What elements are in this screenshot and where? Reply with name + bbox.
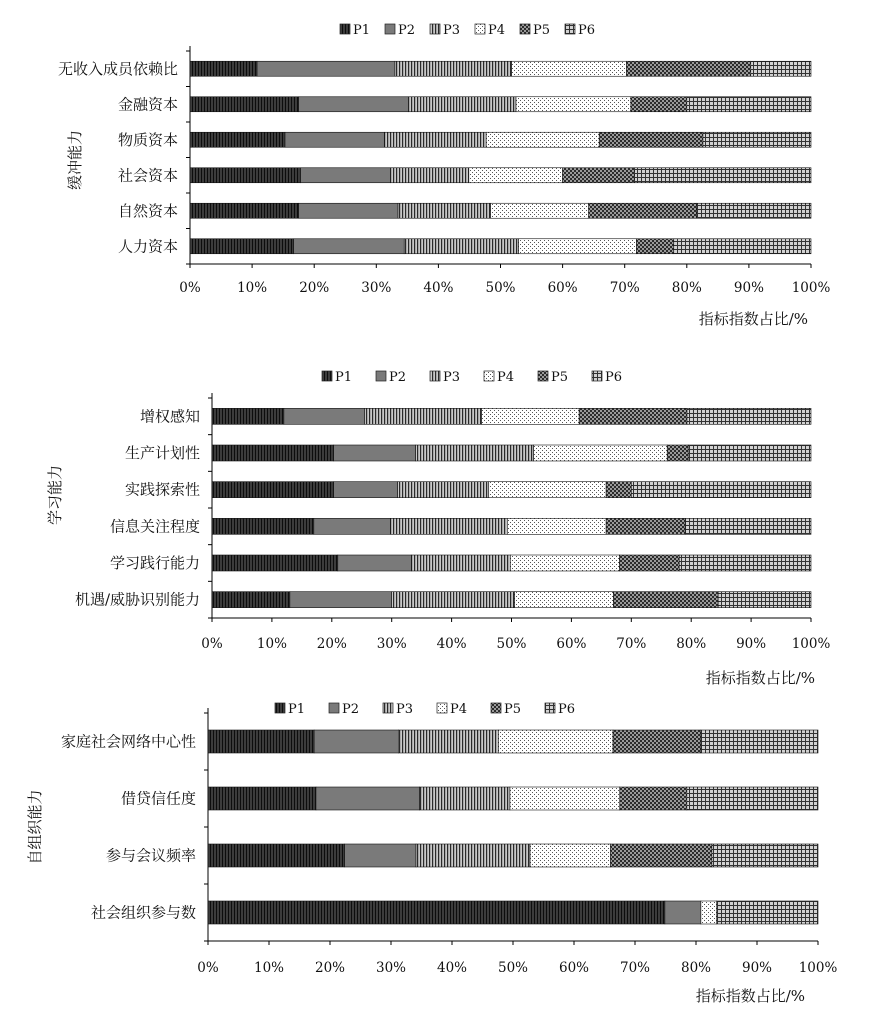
bar-segment-p1 xyxy=(208,730,314,753)
legend-label-p3: P3 xyxy=(443,370,461,385)
bar-segment-p3 xyxy=(409,97,516,112)
bar-segment-p6 xyxy=(717,901,818,924)
bar-segment-p5 xyxy=(613,730,701,753)
legend-swatch-p4 xyxy=(437,703,447,713)
bar-segment-p1 xyxy=(190,61,257,76)
x-tick-label: 40% xyxy=(436,960,468,976)
x-tick-label: 80% xyxy=(680,960,712,976)
bar-segment-p3 xyxy=(398,482,489,498)
legend-swatch-p3 xyxy=(430,24,440,34)
bar-segment-p5 xyxy=(667,445,688,461)
bar-segment-p5 xyxy=(620,787,687,810)
bar-segment-p3 xyxy=(411,555,510,571)
x-tick-label: 50% xyxy=(497,960,529,976)
x-tick-label: 100% xyxy=(798,960,838,976)
bar-segment-p4 xyxy=(514,592,613,608)
legend-swatch-p5 xyxy=(538,371,548,381)
legend-swatch-p5 xyxy=(520,24,530,34)
legend-label-p1: P1 xyxy=(288,702,306,717)
bar-segment-p5 xyxy=(613,592,718,608)
bar-segment-p5 xyxy=(606,482,631,498)
bar-segment-p6 xyxy=(688,445,811,461)
legend-label-p5: P5 xyxy=(533,23,551,38)
bar-segment-p5 xyxy=(627,61,751,76)
legend-label-p2: P2 xyxy=(342,702,360,717)
bar-segment-p1 xyxy=(212,482,334,498)
legend-swatch-p6 xyxy=(565,24,575,34)
x-tick-label: 0% xyxy=(201,636,223,652)
bar-segment-p5 xyxy=(563,168,635,183)
category-label: 家庭社会网络中心性 xyxy=(60,732,196,751)
bar-segment-p3 xyxy=(420,787,510,810)
legend-label-p3: P3 xyxy=(443,23,461,38)
bar-segment-p6 xyxy=(674,239,811,254)
legend-label-p6: P6 xyxy=(558,702,576,717)
bar-segment-p4 xyxy=(486,132,599,147)
bar-segment-p3 xyxy=(416,844,530,867)
bar-segment-p3 xyxy=(392,592,515,608)
bar-segment-p1 xyxy=(190,203,299,218)
legend-label-p4: P4 xyxy=(497,370,515,385)
legend-label-p6: P6 xyxy=(605,370,623,385)
legend-swatch-p1 xyxy=(340,24,350,34)
category-label: 生产计划性 xyxy=(124,444,200,462)
bar-segment-p1 xyxy=(190,168,301,183)
x-tick-label: 90% xyxy=(733,280,764,296)
x-tick-label: 70% xyxy=(609,280,640,296)
legend xyxy=(340,23,595,38)
bar-segment-p4 xyxy=(510,787,620,810)
bar-segment-p6 xyxy=(751,61,811,76)
bar-segment-p6 xyxy=(631,482,811,498)
x-tick-label: 20% xyxy=(314,960,346,976)
bar-segment-p3 xyxy=(391,168,469,183)
bar-segment-p5 xyxy=(636,239,673,254)
bar-segment-p4 xyxy=(510,555,619,571)
legend-label-p3: P3 xyxy=(396,702,414,717)
bar-segment-p6 xyxy=(635,168,811,183)
bar-segment-p2 xyxy=(257,61,395,76)
category-label: 社会资本 xyxy=(117,166,178,185)
bar-segment-p6 xyxy=(701,730,818,753)
bar-segment-p3 xyxy=(416,445,534,461)
chart-3 xyxy=(26,702,837,1005)
bar-segment-p4 xyxy=(482,408,580,424)
bar-segment-p4 xyxy=(491,203,589,218)
bar-segment-p6 xyxy=(687,787,818,810)
bar-segment-p1 xyxy=(190,132,285,147)
y-axis-title: 学习能力 xyxy=(46,464,64,526)
chart-2 xyxy=(46,370,830,687)
bar-segment-p2 xyxy=(294,239,405,254)
category-label: 借贷信任度 xyxy=(120,789,196,808)
bar-segment-p6 xyxy=(718,592,811,608)
y-axis-title: 自组织能力 xyxy=(26,789,44,865)
bar-segment-p4 xyxy=(530,844,611,867)
category-label: 物质资本 xyxy=(117,130,178,149)
bar-segment-p2 xyxy=(299,203,398,218)
x-tick-label: 90% xyxy=(741,960,773,976)
legend-swatch-p2 xyxy=(376,371,386,381)
bar-segment-p3 xyxy=(398,203,491,218)
category-label: 自然资本 xyxy=(117,201,178,220)
legend-swatch-p1 xyxy=(322,371,332,381)
bar-segment-p4 xyxy=(512,61,627,76)
bar-segment-p5 xyxy=(589,203,697,218)
bar-segment-p2 xyxy=(285,132,384,147)
bar-segment-p1 xyxy=(212,518,314,534)
x-axis-title: 指标指数占比/% xyxy=(698,310,808,328)
bar-segment-p2 xyxy=(316,787,420,810)
legend-label-p5: P5 xyxy=(504,702,522,717)
x-tick-label: 60% xyxy=(556,636,587,652)
x-tick-label: 0% xyxy=(179,280,201,296)
legend-swatch-p3 xyxy=(430,371,440,381)
bar-segment-p2 xyxy=(314,730,398,753)
x-tick-label: 10% xyxy=(253,960,285,976)
bar-segment-p1 xyxy=(212,408,284,424)
legend-swatch-p1 xyxy=(275,703,285,713)
x-tick-label: 80% xyxy=(671,280,702,296)
bar-segment-p2 xyxy=(299,97,409,112)
bar-segment-p4 xyxy=(489,482,606,498)
bar-segment-p1 xyxy=(208,844,345,867)
legend-label-p2: P2 xyxy=(398,23,416,38)
legend-swatch-p2 xyxy=(329,703,339,713)
bar-segment-p4 xyxy=(701,901,717,924)
bar-segment-p4 xyxy=(534,445,668,461)
bar-segment-p6 xyxy=(697,203,811,218)
legend xyxy=(275,702,575,717)
bar-segment-p5 xyxy=(599,132,703,147)
bar-segment-p2 xyxy=(665,901,701,924)
bar-segment-p4 xyxy=(516,97,631,112)
legend-swatch-p2 xyxy=(385,24,395,34)
legend-swatch-p4 xyxy=(484,371,494,381)
bar-segment-p1 xyxy=(212,592,290,608)
x-tick-label: 20% xyxy=(316,636,347,652)
bar-segment-p2 xyxy=(345,844,416,867)
x-tick-label: 80% xyxy=(676,636,707,652)
chart-1 xyxy=(58,23,830,328)
x-tick-label: 50% xyxy=(485,280,516,296)
x-tick-label: 20% xyxy=(299,280,330,296)
x-tick-label: 90% xyxy=(736,636,767,652)
category-label: 增权感知 xyxy=(139,407,200,426)
bar-segment-p2 xyxy=(290,592,392,608)
bar-segment-p3 xyxy=(391,518,508,534)
x-tick-label: 40% xyxy=(436,636,467,652)
bar-segment-p3 xyxy=(365,408,482,424)
legend-label-p1: P1 xyxy=(353,23,371,38)
bar-segment-p3 xyxy=(398,730,498,753)
x-tick-label: 30% xyxy=(375,960,407,976)
x-tick-label: 10% xyxy=(237,280,268,296)
bar-segment-p5 xyxy=(619,555,679,571)
bar-segment-p5 xyxy=(611,844,712,867)
category-label: 无收入成员依赖比 xyxy=(57,59,178,78)
x-tick-label: 60% xyxy=(547,280,578,296)
bar-segment-p1 xyxy=(190,239,294,254)
x-tick-label: 30% xyxy=(376,636,407,652)
bar-segment-p3 xyxy=(395,61,512,76)
bar-segment-p2 xyxy=(314,518,391,534)
x-tick-label: 0% xyxy=(197,960,219,976)
bar-segment-p5 xyxy=(606,518,685,534)
legend-label-p2: P2 xyxy=(389,370,407,385)
bar-segment-p4 xyxy=(519,239,637,254)
category-label: 信息关注程度 xyxy=(109,517,200,536)
bar-segment-p2 xyxy=(334,482,398,498)
x-tick-label: 100% xyxy=(791,280,831,296)
category-label: 实践探索性 xyxy=(124,480,200,499)
bar-segment-p6 xyxy=(703,132,811,147)
bar-segment-p3 xyxy=(404,239,518,254)
legend-swatch-p4 xyxy=(475,24,485,34)
bar-segment-p6 xyxy=(712,844,818,867)
legend-label-p4: P4 xyxy=(488,23,506,38)
x-tick-label: 70% xyxy=(619,960,651,976)
legend-label-p5: P5 xyxy=(551,370,569,385)
bar-segment-p4 xyxy=(469,168,563,183)
x-axis-title: 指标指数占比/% xyxy=(695,987,805,1005)
legend xyxy=(322,370,622,385)
legend-label-p1: P1 xyxy=(335,370,353,385)
bar-segment-p6 xyxy=(679,555,811,571)
legend-swatch-p5 xyxy=(491,703,501,713)
legend-swatch-p3 xyxy=(383,703,393,713)
bar-segment-p6 xyxy=(687,408,811,424)
category-label: 金融资本 xyxy=(117,95,178,114)
legend-label-p4: P4 xyxy=(450,702,468,717)
category-label: 人力资本 xyxy=(117,237,178,256)
bar-segment-p4 xyxy=(498,730,613,753)
bar-segment-p3 xyxy=(384,132,486,147)
bar-segment-p2 xyxy=(301,168,391,183)
x-tick-label: 40% xyxy=(423,280,454,296)
y-axis-title: 缓冲能力 xyxy=(66,129,84,191)
category-label: 学习践行能力 xyxy=(109,554,200,572)
category-label: 社会组织参与数 xyxy=(90,903,196,922)
category-label: 机遇/威胁识别能力 xyxy=(74,590,200,609)
x-tick-label: 100% xyxy=(791,636,831,652)
bar-segment-p5 xyxy=(631,97,687,112)
category-label: 参与会议频率 xyxy=(105,846,196,865)
bar-segment-p2 xyxy=(338,555,412,571)
x-tick-label: 50% xyxy=(496,636,527,652)
x-tick-label: 10% xyxy=(256,636,287,652)
bar-segment-p4 xyxy=(507,518,606,534)
legend-label-p6: P6 xyxy=(578,23,596,38)
bar-segment-p1 xyxy=(190,97,299,112)
legend-swatch-p6 xyxy=(545,703,555,713)
x-tick-label: 70% xyxy=(616,636,647,652)
bar-segment-p1 xyxy=(208,787,316,810)
legend-swatch-p6 xyxy=(592,371,602,381)
bar-segment-p6 xyxy=(685,518,811,534)
bar-segment-p1 xyxy=(208,901,665,924)
x-tick-label: 30% xyxy=(361,280,392,296)
bar-segment-p2 xyxy=(284,408,365,424)
x-tick-label: 60% xyxy=(558,960,590,976)
bar-segment-p1 xyxy=(212,445,334,461)
x-axis-title: 指标指数占比/% xyxy=(705,669,815,687)
bar-segment-p1 xyxy=(212,555,338,571)
bar-segment-p6 xyxy=(687,97,811,112)
bar-segment-p5 xyxy=(579,408,687,424)
bar-segment-p2 xyxy=(334,445,416,461)
